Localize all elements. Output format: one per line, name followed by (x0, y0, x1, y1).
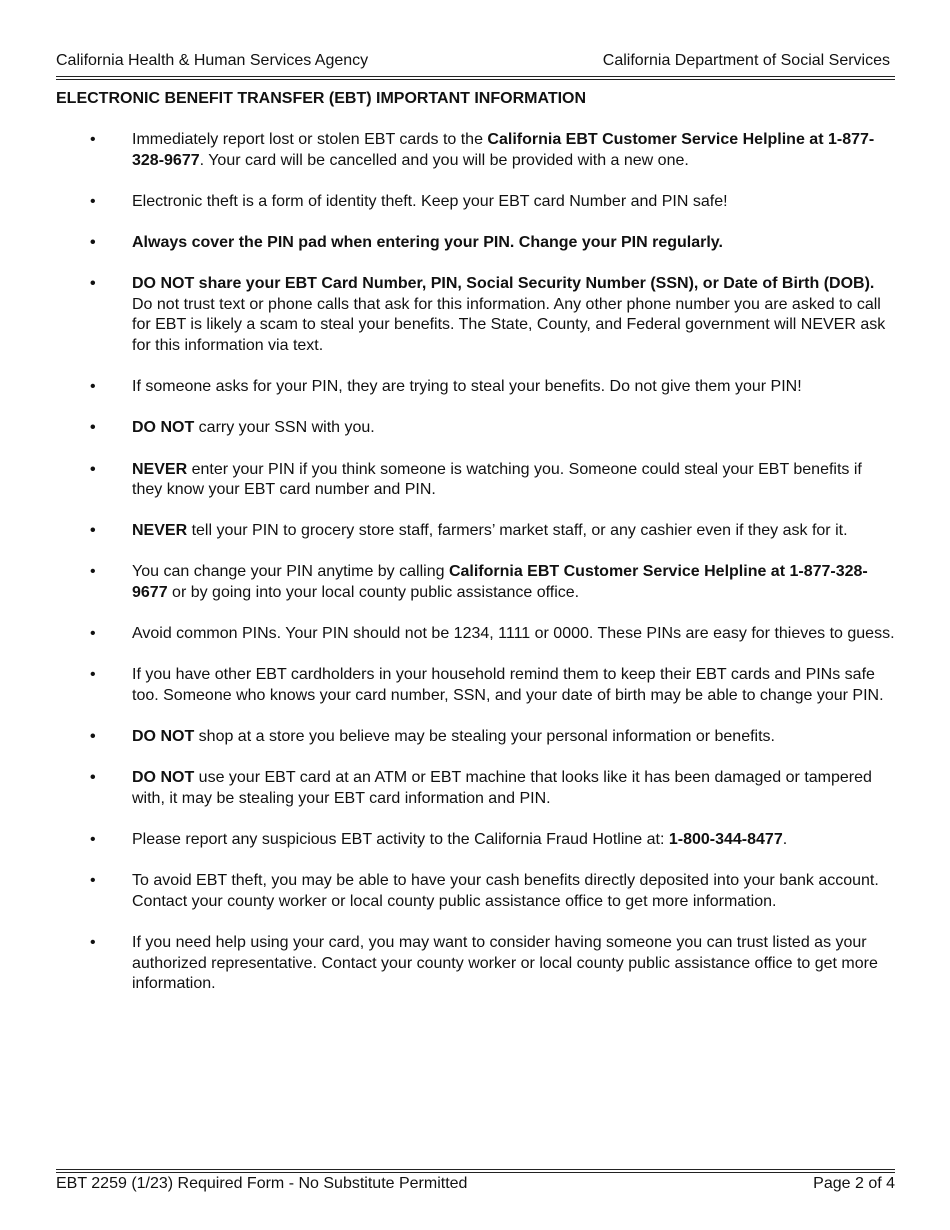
list-item (0, 274, 950, 356)
list-item (0, 192, 950, 213)
bullet-icon: • (90, 233, 96, 251)
item-bold-text: California EBT Customer Service Helpline at 1-877-328-9677 (132, 563, 868, 602)
bullet-icon: • (90, 728, 96, 746)
bullet-icon: • (90, 666, 96, 684)
item-text-end: Do not trust text or phone calls that ask for this information. Any other phone number you are asked to call for EBT is likely a scam to steal your benefits. The State, County, and Federal government will NEVER ask for this information via text. (132, 295, 886, 354)
item-text: Electronic theft is a form of identity theft. Keep your EBT card Number and PIN safe! (132, 192, 728, 210)
list-item (0, 624, 950, 645)
page-number: Page 2 of 4 (813, 1175, 895, 1192)
item-bold-text: 1-800-344-8477 (668, 831, 783, 849)
document-title: ELECTRONIC BENEFIT TRANSFER (EBT) IMPORTANT INFORMATION (56, 90, 587, 107)
list-item (0, 377, 950, 398)
agency-name: California Health & Human Services Agency (56, 52, 369, 69)
page-footer (56, 1175, 895, 1197)
bullet-icon: • (90, 419, 96, 437)
bullet-icon: • (90, 378, 96, 396)
list-item (0, 727, 950, 748)
item-text-end: carry your SSN with you. (194, 419, 375, 437)
bullet-icon: • (90, 192, 96, 210)
bullet-icon: • (90, 934, 96, 952)
page-header (56, 52, 890, 74)
item-text: You can change your PIN anytime by calling (132, 563, 449, 581)
item-text-end: use your EBT card at an ATM or EBT machine that looks like it has been damaged or tampered with, it may be stealing your EBT card information and PIN. (132, 769, 872, 807)
list-item (0, 933, 950, 995)
item-bold-text: DO NOT (132, 728, 195, 746)
form-id: EBT 2259 (1/23) Required Form - No Substitute Permitted (56, 1175, 468, 1192)
list-item (0, 521, 950, 542)
item-text: If someone asks for your PIN, they are trying to steal your benefits. Do not give them your PIN! (132, 378, 802, 396)
item-text-end: . (782, 831, 788, 849)
bullet-icon: • (90, 625, 96, 643)
item-text: If you need help using your card, you may want to consider having someone you can trust listed as your authorized representative. Contact your county worker or local county public assistance office to get more information. (132, 934, 878, 993)
department-name: California Department of Social Services (602, 52, 890, 69)
item-text-end: tell your PIN to grocery store staff, farmers’ market staff, or any cashier even if they ask for it. (187, 522, 848, 540)
item-bold-text: DO NOT (132, 769, 195, 787)
item-text-end: or by going into your local county public assistance office. (167, 584, 580, 602)
list-item (0, 130, 950, 171)
list-item (0, 460, 950, 501)
header-divider (56, 76, 895, 80)
list-item (0, 562, 950, 603)
bullet-icon: • (90, 460, 96, 478)
item-text: To avoid EBT theft, you may be able to have your cash benefits directly deposited into your bank account. Contact your county worker or local county public assistance office to get more information. (132, 872, 879, 910)
item-text: If you have other EBT cardholders in your household remind them to keep their EBT cards and PINs safe too. Someone who knows your card number, SSN, and your date of birth may be able to change your PIN. (132, 666, 884, 705)
info-list (0, 130, 950, 1016)
bullet-icon: • (90, 831, 96, 849)
bullet-icon: • (90, 275, 96, 293)
bullet-icon: • (90, 872, 96, 890)
list-item (0, 418, 950, 439)
list-item (0, 665, 950, 706)
item-bold-text: NEVER (132, 460, 188, 478)
item-text: Avoid common PINs. Your PIN should not be 1234, 1111 or 0000. These PINs are easy for thieves to guess. (132, 625, 895, 643)
item-text-end: enter your PIN if you think someone is watching you. Someone could steal your EBT benefits if they know your EBT card number and PIN. (132, 460, 862, 499)
list-item (0, 233, 950, 254)
item-text-end: shop at a store you believe may be stealing your personal information or benefits. (194, 728, 775, 746)
item-bold-text: Always cover the PIN pad when entering your PIN. Change your PIN regularly. (132, 233, 723, 251)
bullet-icon: • (90, 563, 96, 581)
item-text-end: . Your card will be cancelled and you will be provided with a new one. (199, 151, 689, 169)
item-bold-text: NEVER (132, 522, 188, 540)
bullet-icon: • (90, 522, 96, 540)
list-item (0, 768, 950, 809)
list-item (0, 830, 950, 851)
item-bold-text: DO NOT share your EBT Card Number, PIN, Social Security Number (SSN), or Date of Birth (DOB). (132, 275, 875, 293)
footer-divider (56, 1169, 895, 1173)
item-bold-text: DO NOT (132, 419, 195, 437)
bullet-icon: • (90, 131, 96, 148)
item-text: Please report any suspicious EBT activity to the California Fraud Hotline at: (132, 831, 669, 849)
item-bold-text: California EBT Customer Service Helpline at 1-877-328-9677 (132, 131, 875, 169)
list-item (0, 871, 950, 912)
item-text: Immediately report lost or stolen EBT cards to the (132, 131, 488, 148)
bullet-icon: • (90, 769, 96, 787)
